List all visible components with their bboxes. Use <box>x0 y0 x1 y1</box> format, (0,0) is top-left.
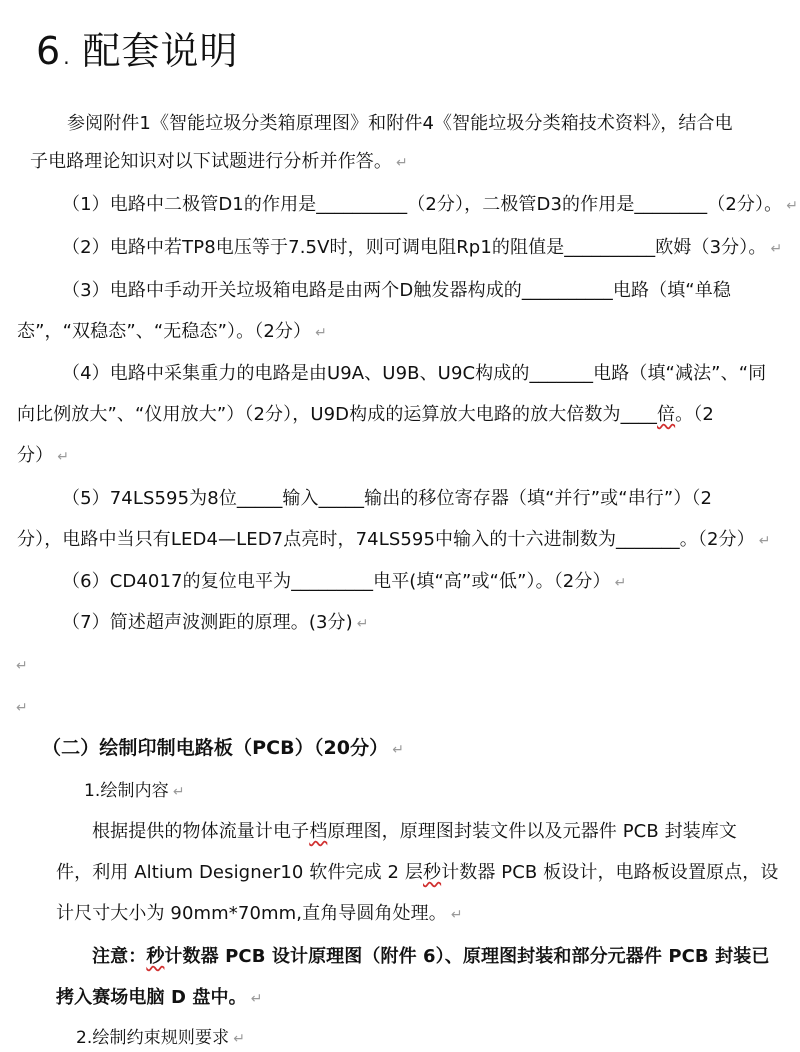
spellcheck-word: 倍 <box>657 404 676 425</box>
question-4-line-3: 分） ↵ <box>17 445 70 466</box>
intro-line-1: 参阅附件1《智能垃圾分类箱原理图》和附件4《智能垃圾分类箱技术资料》，结合电 <box>67 113 733 134</box>
return-mark-icon: ↵ <box>770 241 783 257</box>
return-mark-icon: ↵ <box>16 658 28 674</box>
question-4-line-1: （4）电路中采集重力的电路是由U9A、U9B、U9C构成的_______电路（填“减法”、“同 <box>62 363 767 384</box>
spellcheck-word: 档 <box>309 821 328 842</box>
return-mark-icon: ↵ <box>786 198 799 214</box>
return-mark-icon: ↵ <box>614 575 627 591</box>
section-2-item-1: 1.绘制内容 ↵ <box>84 781 185 801</box>
question-5-line-2: 分），电路中当只有LED4—LED7点亮时，74LS595中输入的十六进制数为_______。（2分） ↵ <box>17 529 771 550</box>
intro-line-2: 子电路理论知识对以下试题进行分析并作答。 ↵ <box>30 151 408 172</box>
spellcheck-word: 秒 <box>423 862 442 883</box>
return-mark-icon: ↵ <box>356 616 369 632</box>
section-2-heading: （二）绘制印制电路板（PCB）（20分） ↵ <box>42 737 405 759</box>
section-2-paragraph-line-2: 件，利用 Altium Designer10 软件完成 2 层秒计数器 PCB 板设计，电路板设置原点，设 <box>56 862 779 883</box>
question-5-line-1: （5）74LS595为8位_____输入_____输出的移位寄存器（填“并行”或“串行”）（2 <box>62 488 713 509</box>
section-title <box>36 28 239 80</box>
empty-line <box>16 652 28 679</box>
section-title-dot: . <box>63 45 71 69</box>
question-2: （2）电路中若TP8电压等于7.5V时，则可调电阻Rp1的阻值是__________欧姆（3分）。 ↵ <box>62 237 783 258</box>
question-1: （1）电路中二极管D1的作用是__________（2分），二极管D3的作用是________（2分）。 ↵ <box>62 194 799 215</box>
section-2-note-line-2: 拷入赛场电脑 D 盘中。 ↵ <box>56 987 263 1008</box>
question-3-line-1: （3）电路中手动开关垃圾箱电路是由两个D触发器构成的__________电路（填“单稳 <box>62 280 731 301</box>
return-mark-icon: ↵ <box>233 1031 246 1047</box>
empty-line <box>16 694 28 721</box>
return-mark-icon: ↵ <box>396 155 408 171</box>
section-2-note-line-1: 注意：秒计数器 PCB 设计原理图（附件 6）、原理图封装和部分元器件 PCB 封装已 <box>92 946 770 967</box>
section-2-paragraph-line-3: 计尺寸大小为 90mm*70mm,直角导圆角处理。 ↵ <box>56 903 463 924</box>
return-mark-icon: ↵ <box>16 700 28 716</box>
return-mark-icon: ↵ <box>315 325 327 341</box>
section-2-paragraph-line-1: 根据提供的物体流量计电子档原理图，原理图封装文件以及元器件 PCB 封装库文 <box>92 821 738 842</box>
return-mark-icon: ↵ <box>450 907 463 923</box>
return-mark-icon: ↵ <box>250 991 263 1007</box>
return-mark-icon: ↵ <box>758 533 771 549</box>
question-3-line-2: 态”，“双稳态”、“无稳态”）。（2分） ↵ <box>17 321 327 342</box>
spellcheck-word: 秒 <box>146 946 165 967</box>
return-mark-icon: ↵ <box>392 742 405 758</box>
return-mark-icon: ↵ <box>172 784 185 800</box>
question-6: （6）CD4017的复位电平为_________电平(填“高”或“低”）。（2分） ↵ <box>62 571 627 592</box>
question-4-line-2: 向比例放大”、“仪用放大”）（2分），U9D构成的运算放大电路的放大倍数为____倍。（2 <box>17 404 714 425</box>
section-title-number: 6 <box>36 29 62 73</box>
section-2-item-2: 2.绘制约束规则要求 ↵ <box>76 1028 246 1048</box>
section-title-text: 配套说明 <box>82 29 239 73</box>
question-7: （7）简述超声波测距的原理。(3分) ↵ <box>62 612 369 633</box>
return-mark-icon: ↵ <box>57 449 70 465</box>
